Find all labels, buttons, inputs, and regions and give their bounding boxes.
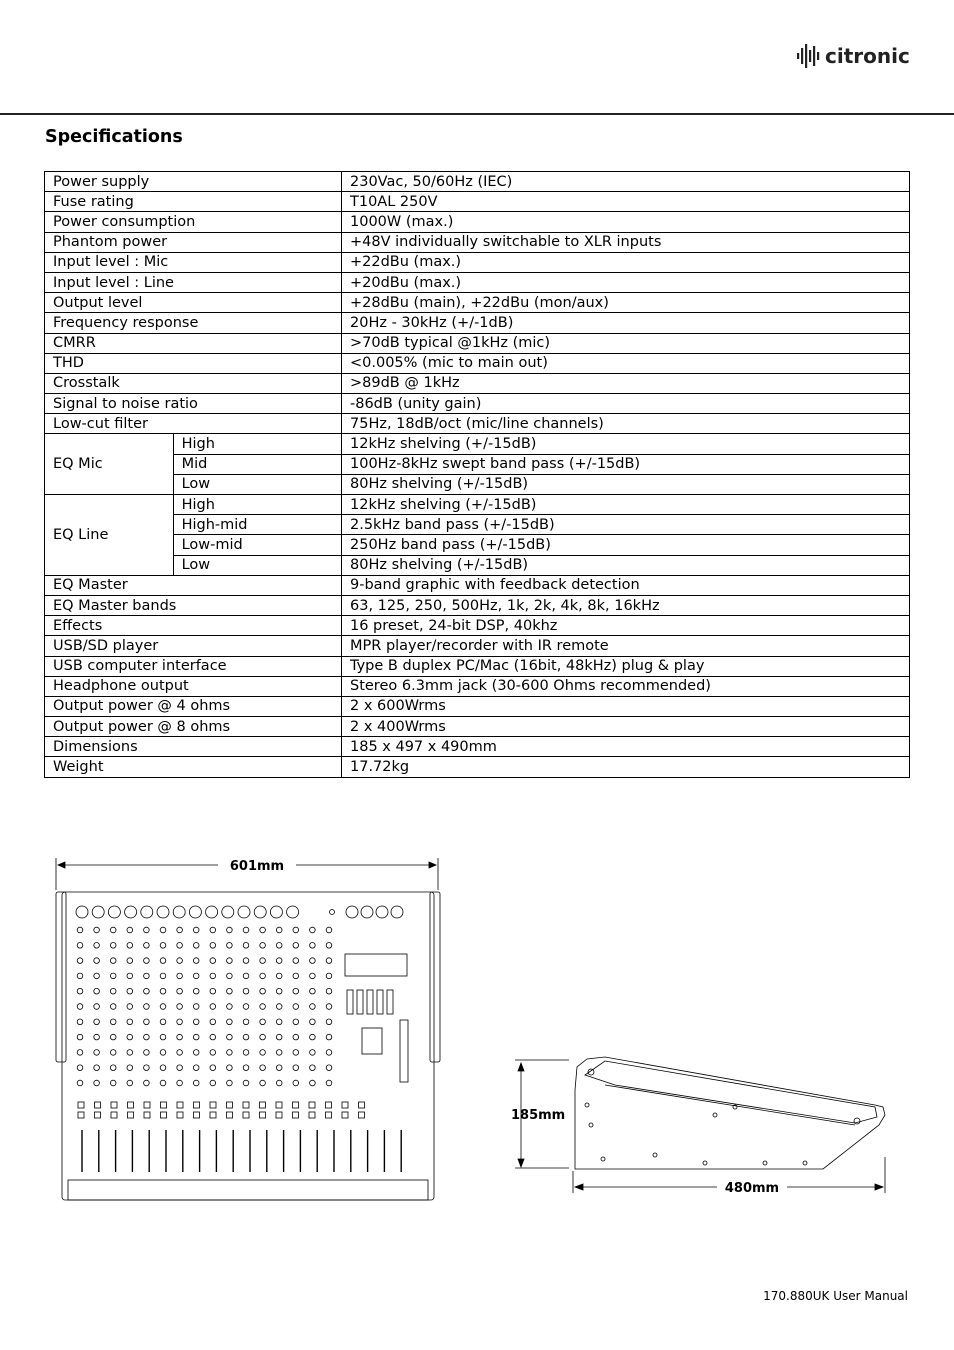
spec-label: Input level : Mic xyxy=(45,252,342,272)
side-height-label: 185mm xyxy=(511,1108,566,1123)
spec-value: >70dB typical @1kHz (mic) xyxy=(342,333,910,353)
spec-label: USB computer interface xyxy=(45,656,342,676)
spec-value: +48V individually switchable to XLR inputs xyxy=(342,232,910,252)
table-row xyxy=(45,535,910,555)
table-row xyxy=(45,636,910,656)
table-row xyxy=(45,293,910,313)
table-row xyxy=(45,757,910,777)
spec-label: Phantom power xyxy=(45,232,342,252)
side-view-diagram xyxy=(505,1045,895,1205)
spec-value: 16 preset, 24-bit DSP, 40khz xyxy=(342,616,910,636)
spec-value: Type B duplex PC/Mac (16bit, 48kHz) plug & play xyxy=(342,656,910,676)
spec-label: Power consumption xyxy=(45,212,342,232)
spec-value: 80Hz shelving (+/-15dB) xyxy=(342,474,910,494)
spec-value: 80Hz shelving (+/-15dB) xyxy=(342,555,910,575)
front-view-diagram xyxy=(48,850,444,1210)
spec-value: Stereo 6.3mm jack (30-600 Ohms recommended) xyxy=(342,676,910,696)
spec-value: 20Hz - 30kHz (+/-1dB) xyxy=(342,313,910,333)
spec-value: +22dBu (max.) xyxy=(342,252,910,272)
table-row xyxy=(45,616,910,636)
spec-label: Input level : Line xyxy=(45,272,342,292)
spec-value: 185 x 497 x 490mm xyxy=(342,737,910,757)
spec-value: 9-band graphic with feedback detection xyxy=(342,575,910,595)
table-row xyxy=(45,192,910,212)
table-row xyxy=(45,575,910,595)
table-row xyxy=(45,313,910,333)
header-rule xyxy=(0,113,954,115)
spec-label: EQ Master bands xyxy=(45,595,342,615)
spec-label: EQ Master xyxy=(45,575,342,595)
spec-value: 75Hz, 18dB/oct (mic/line channels) xyxy=(342,414,910,434)
table-row xyxy=(45,737,910,757)
table-row xyxy=(45,252,910,272)
brand-logo xyxy=(796,41,910,71)
table-row xyxy=(45,656,910,676)
spec-value: <0.005% (mic to main out) xyxy=(342,353,910,373)
spec-sub-label: High-mid xyxy=(173,515,341,535)
table-row xyxy=(45,495,910,515)
table-row xyxy=(45,414,910,434)
front-width-label: 601mm xyxy=(229,859,285,874)
spec-value: 63, 125, 250, 500Hz, 1k, 2k, 4k, 8k, 16kHz xyxy=(342,595,910,615)
table-row xyxy=(45,555,910,575)
spec-value: 100Hz-8kHz swept band pass (+/-15dB) xyxy=(342,454,910,474)
spec-value: 2 x 600Wrms xyxy=(342,696,910,716)
spec-sub-label: Low-mid xyxy=(173,535,341,555)
spec-label: Weight xyxy=(45,757,342,777)
spec-value: +20dBu (max.) xyxy=(342,272,910,292)
specifications-table xyxy=(44,171,910,778)
section-title: Specifications xyxy=(45,127,183,147)
table-row xyxy=(45,434,910,454)
spec-label: Crosstalk xyxy=(45,373,342,393)
footer-manual-id: 170.880UK User Manual xyxy=(763,1289,908,1303)
spec-label: Output power @ 4 ohms xyxy=(45,696,342,716)
table-row xyxy=(45,232,910,252)
spec-label: Effects xyxy=(45,616,342,636)
spec-value: 2 x 400Wrms xyxy=(342,717,910,737)
table-row xyxy=(45,454,910,474)
waveform-logo-icon xyxy=(796,42,822,70)
spec-label: THD xyxy=(45,353,342,373)
brand-name: citronic xyxy=(825,44,910,68)
spec-label: Dimensions xyxy=(45,737,342,757)
spec-label: Output level xyxy=(45,293,342,313)
spec-label: USB/SD player xyxy=(45,636,342,656)
spec-sub-label: Mid xyxy=(173,454,341,474)
side-depth-label: 480mm xyxy=(724,1181,780,1196)
table-row xyxy=(45,212,910,232)
spec-value: >89dB @ 1kHz xyxy=(342,373,910,393)
spec-label: EQ Line xyxy=(45,495,174,576)
spec-label: Power supply xyxy=(45,172,342,192)
spec-label: Signal to noise ratio xyxy=(45,394,342,414)
spec-sub-label: High xyxy=(173,434,341,454)
table-row xyxy=(45,394,910,414)
spec-label: Low-cut filter xyxy=(45,414,342,434)
spec-value: T10AL 250V xyxy=(342,192,910,212)
spec-value: +28dBu (main), +22dBu (mon/aux) xyxy=(342,293,910,313)
table-row xyxy=(45,595,910,615)
table-row xyxy=(45,272,910,292)
table-row xyxy=(45,515,910,535)
spec-value: 12kHz shelving (+/-15dB) xyxy=(342,434,910,454)
spec-sub-label: High xyxy=(173,495,341,515)
spec-value: 1000W (max.) xyxy=(342,212,910,232)
spec-sub-label: Low xyxy=(173,474,341,494)
table-row xyxy=(45,474,910,494)
spec-label: Frequency response xyxy=(45,313,342,333)
table-row xyxy=(45,676,910,696)
table-row xyxy=(45,333,910,353)
spec-value: 17.72kg xyxy=(342,757,910,777)
table-row xyxy=(45,172,910,192)
spec-value: 2.5kHz band pass (+/-15dB) xyxy=(342,515,910,535)
spec-label: Output power @ 8 ohms xyxy=(45,717,342,737)
table-row xyxy=(45,696,910,716)
spec-label: CMRR xyxy=(45,333,342,353)
spec-sub-label: Low xyxy=(173,555,341,575)
spec-value: 230Vac, 50/60Hz (IEC) xyxy=(342,172,910,192)
table-row xyxy=(45,717,910,737)
spec-value: -86dB (unity gain) xyxy=(342,394,910,414)
spec-label: Headphone output xyxy=(45,676,342,696)
spec-label: EQ Mic xyxy=(45,434,174,495)
spec-value: 250Hz band pass (+/-15dB) xyxy=(342,535,910,555)
spec-label: Fuse rating xyxy=(45,192,342,212)
table-row xyxy=(45,353,910,373)
table-row xyxy=(45,373,910,393)
spec-value: MPR player/recorder with IR remote xyxy=(342,636,910,656)
spec-value: 12kHz shelving (+/-15dB) xyxy=(342,495,910,515)
